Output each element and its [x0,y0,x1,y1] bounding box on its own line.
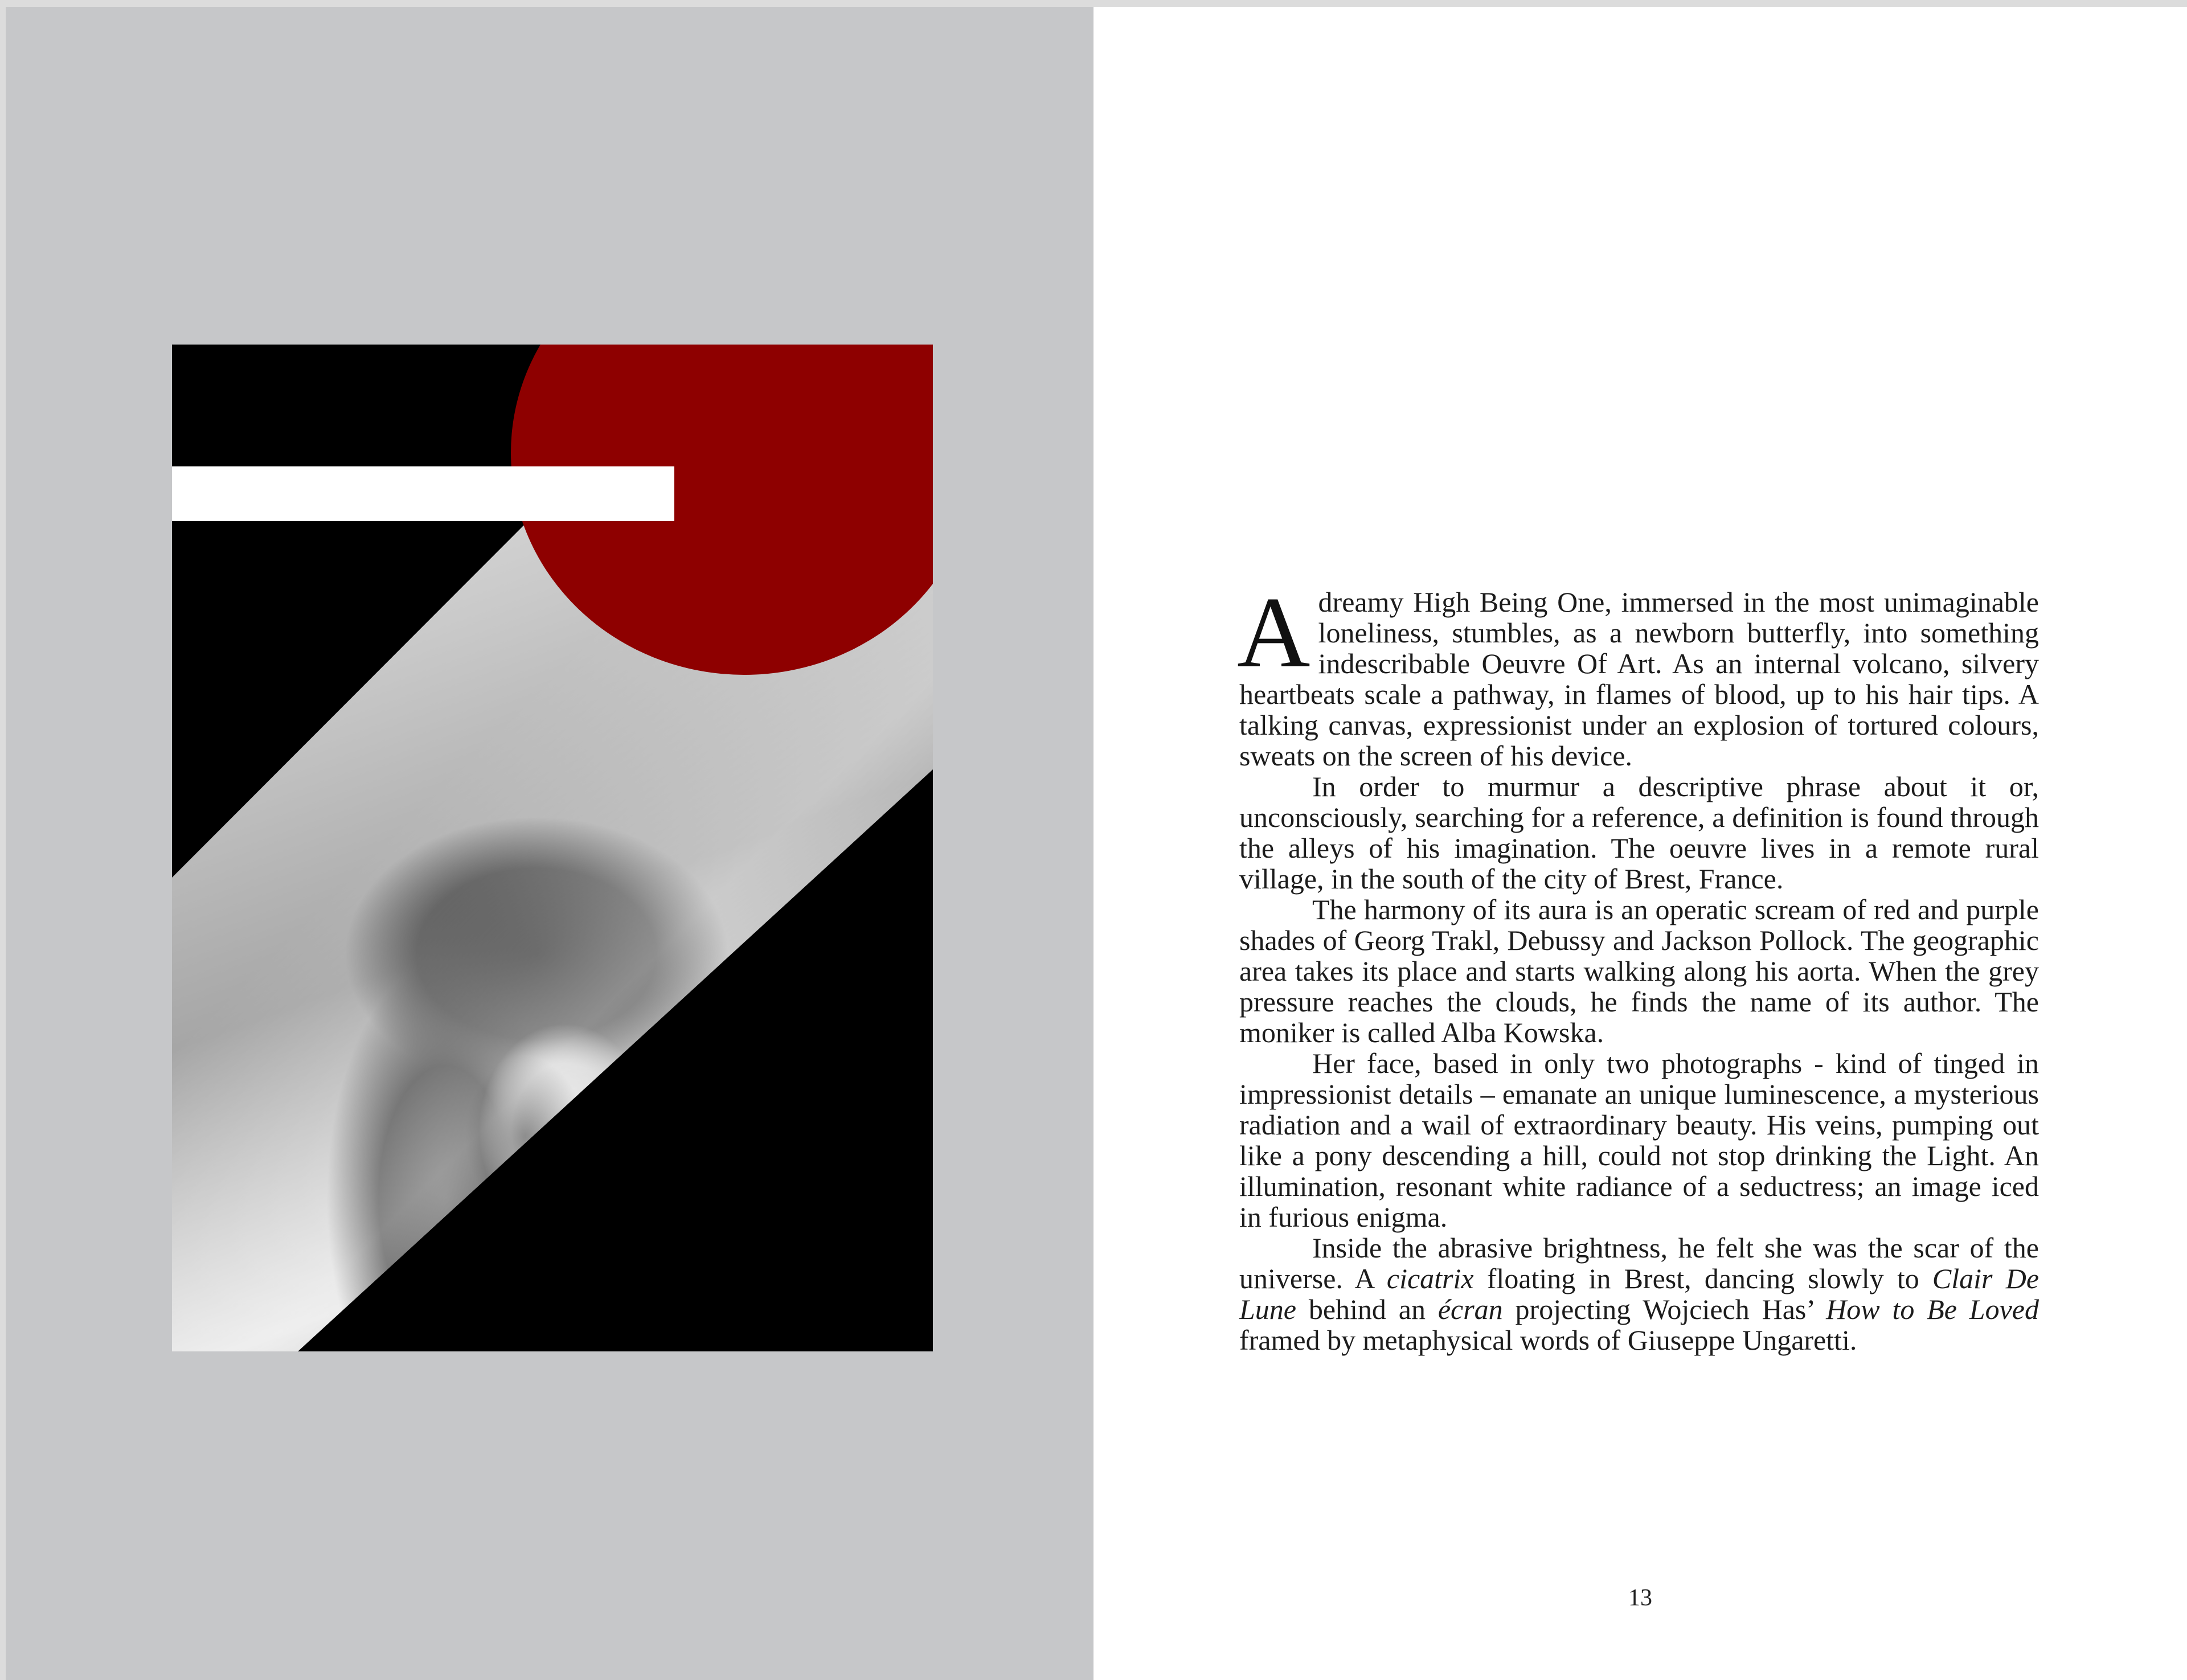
p5-text-3: behind an [1296,1293,1438,1325]
paragraph-5 [1239,1232,2039,1355]
page-number: 13 [1628,1585,1652,1611]
p5-italic-clair-de-lune: Clair De Lune [1239,1263,2039,1325]
p5-italic-film-title: How to Be Loved [1826,1293,2039,1325]
artwork-collage [172,345,933,1351]
p5-text-4: projecting Wojciech Has’ [1502,1293,1826,1325]
white-bar-shape [172,466,674,521]
p5-text-2: floating in Brest, dancing slowly to [1473,1263,1932,1294]
drop-cap: A [1237,576,1310,689]
article-text [1237,576,2039,1356]
p5-text-5: framed by metaphysical words of Giuseppe Ungaretti. [1239,1324,1857,1356]
p5-italic-ecran: écran [1437,1293,1503,1325]
paragraph-3: The harmony of its aura is an operatic scream of red and purple shades of Georg Trakl, Debussy and Jackson Pollock. The geographic area takes its place and starts walking along his aorta. When the grey pressure reaches the clouds, he finds the name of its author. The moniker is called Alba Kowska. [1239,894,2039,1048]
paragraph-1 [1237,576,2039,772]
p5-text-1: Inside the abrasive brightness, he felt she was the scar of the universe. A [1239,1232,2039,1294]
p5-italic-cicatrix: cicatrix [1386,1263,1474,1294]
paragraph-2: In order to murmur a descriptive phrase about it or, unconsciously, searching for a reference, a definition is found through the alleys of his imagination. The oeuvre lives in a remote rural village, in the south of the city of Brest, France. [1239,771,2039,895]
paragraph-1-text: dreamy High Being One, immersed in the most unimaginable loneliness, stumbles, as a newborn butterfly, into something indescribable Oeuvre Of Art. As an internal volcano, silvery heartbeats scale a pathway, in flames of blood, up to his hair tips. A talking canvas, expressionist under an explosion of tortured colours, sweats on the screen of his device. [1239,586,2039,772]
left-page [6,7,1094,1680]
paragraph-4: Her face, based in only two photographs - kind of tinged in impressionist details – emanate an unique luminescence, a mysterious radiation and a wail of extraordinary beauty. His veins, pumping out like a pony descending a hill, could not stop drinking the Light. An illumination, resonant white radiance of a seductress; an image iced in furious enigma. [1239,1047,2039,1233]
